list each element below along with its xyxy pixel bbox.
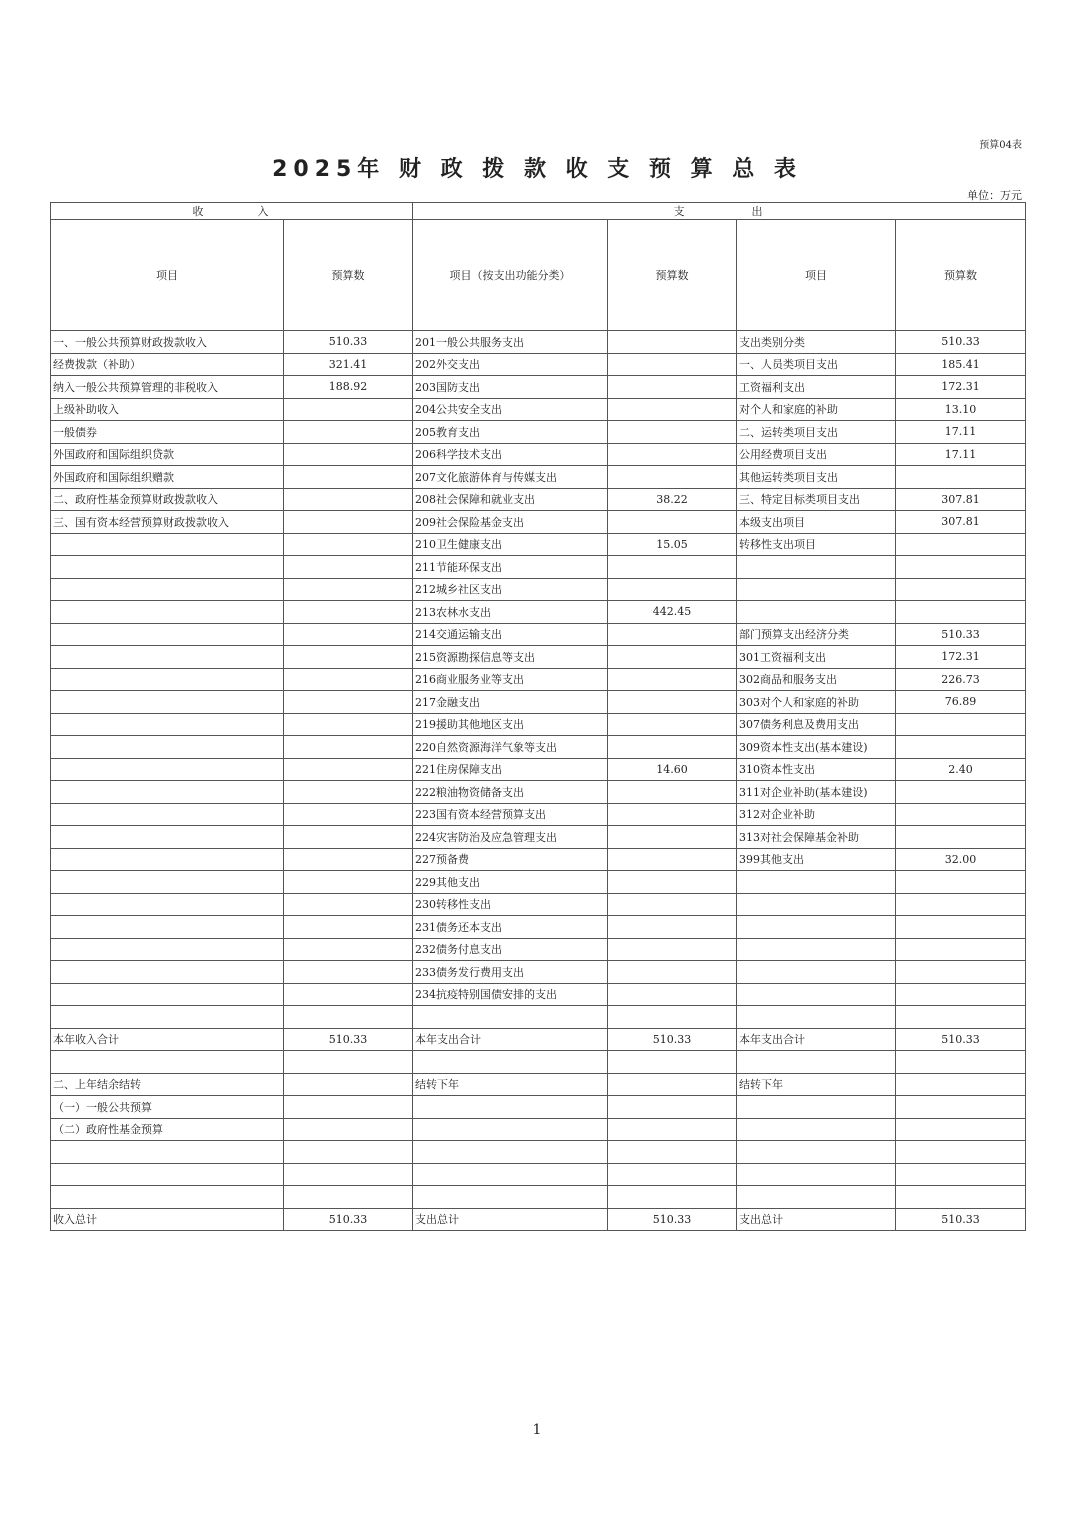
cell-income-amount	[284, 871, 413, 894]
cell-category-item	[737, 1186, 896, 1209]
cell-income-amount	[284, 578, 413, 601]
cell-income-amount	[284, 533, 413, 556]
cell-function-item: 221住房保障支出	[413, 758, 608, 781]
expense-section-header: 支 出	[413, 203, 1026, 220]
cell-income-amount	[284, 758, 413, 781]
cell-income-amount	[284, 1141, 413, 1164]
cell-income-amount: 510.33	[284, 1208, 413, 1231]
cell-function-amount	[608, 826, 737, 849]
table-row	[51, 623, 1026, 646]
table-row	[51, 331, 1026, 354]
cell-income-item: 二、政府性基金预算财政拨款收入	[51, 488, 284, 511]
cell-function-item: 232债务付息支出	[413, 938, 608, 961]
cell-category-item	[737, 938, 896, 961]
form-number: 预算04表	[979, 140, 1022, 151]
cell-function-amount: 510.33	[608, 1208, 737, 1231]
cell-income-amount	[284, 443, 413, 466]
cell-category-amount	[896, 578, 1026, 601]
cell-category-amount: 17.11	[896, 443, 1026, 466]
cell-category-item	[737, 1051, 896, 1074]
cell-category-amount: 307.81	[896, 488, 1026, 511]
cell-income-item: （一）一般公共预算	[51, 1096, 284, 1119]
cell-function-amount	[608, 916, 737, 939]
cell-function-item: 216商业服务业等支出	[413, 668, 608, 691]
section-header-row	[51, 203, 1026, 220]
cell-function-item: 208社会保障和就业支出	[413, 488, 608, 511]
cell-function-item: 205教育支出	[413, 421, 608, 444]
column-header-row	[51, 220, 1026, 331]
cell-category-amount	[896, 781, 1026, 804]
cell-income-amount: 510.33	[284, 1028, 413, 1051]
cell-income-item: 二、上年结余结转	[51, 1073, 284, 1096]
cell-category-amount	[896, 713, 1026, 736]
cell-category-amount: 2.40	[896, 758, 1026, 781]
cell-category-amount	[896, 736, 1026, 759]
table-row	[51, 893, 1026, 916]
table-row	[51, 1028, 1026, 1051]
table-row	[51, 1073, 1026, 1096]
cell-income-item	[51, 1141, 284, 1164]
cell-category-item: 支出类别分类	[737, 331, 896, 354]
cell-income-amount	[284, 1006, 413, 1029]
table-row	[51, 466, 1026, 489]
cell-function-item	[413, 1141, 608, 1164]
cell-income-amount	[284, 1096, 413, 1119]
cell-function-item: 202外交支出	[413, 353, 608, 376]
cell-income-item	[51, 781, 284, 804]
cell-category-amount	[896, 893, 1026, 916]
cell-category-amount: 510.33	[896, 1028, 1026, 1051]
cell-function-amount	[608, 893, 737, 916]
cell-income-amount	[284, 646, 413, 669]
cell-income-item	[51, 668, 284, 691]
table-row	[51, 1163, 1026, 1186]
cell-category-item: 310资本性支出	[737, 758, 896, 781]
cell-function-item: 220自然资源海洋气象等支出	[413, 736, 608, 759]
cell-function-amount	[608, 781, 737, 804]
cell-function-amount	[608, 736, 737, 759]
cell-income-item: 收入总计	[51, 1208, 284, 1231]
cell-function-amount	[608, 646, 737, 669]
cell-function-item: 229其他支出	[413, 871, 608, 894]
cell-income-item	[51, 646, 284, 669]
cell-income-item	[51, 871, 284, 894]
cell-income-item: 上级补助收入	[51, 398, 284, 421]
cell-income-item	[51, 848, 284, 871]
header-function-item: 项目（按支出功能分类）	[413, 220, 608, 331]
table-row	[51, 1096, 1026, 1119]
cell-function-amount	[608, 713, 737, 736]
cell-category-item	[737, 1163, 896, 1186]
cell-function-item: 233债务发行费用支出	[413, 961, 608, 984]
cell-category-amount	[896, 961, 1026, 984]
cell-function-item: 207文化旅游体育与传媒支出	[413, 466, 608, 489]
table-row	[51, 533, 1026, 556]
cell-category-item	[737, 871, 896, 894]
cell-function-amount	[608, 623, 737, 646]
cell-function-item: 230转移性支出	[413, 893, 608, 916]
cell-function-item: 212城乡社区支出	[413, 578, 608, 601]
cell-category-item: 313对社会保障基金补助	[737, 826, 896, 849]
cell-income-amount: 510.33	[284, 331, 413, 354]
cell-function-item	[413, 1096, 608, 1119]
cell-income-item: 经费拨款（补助）	[51, 353, 284, 376]
cell-income-amount	[284, 466, 413, 489]
cell-category-item	[737, 556, 896, 579]
cell-income-amount	[284, 781, 413, 804]
cell-function-item: 支出总计	[413, 1208, 608, 1231]
cell-income-amount	[284, 803, 413, 826]
cell-function-item: 209社会保险基金支出	[413, 511, 608, 534]
cell-income-item	[51, 533, 284, 556]
cell-function-amount: 15.05	[608, 533, 737, 556]
cell-category-amount: 307.81	[896, 511, 1026, 534]
cell-function-item: 结转下年	[413, 1073, 608, 1096]
cell-function-amount	[608, 848, 737, 871]
cell-function-amount	[608, 871, 737, 894]
cell-category-amount	[896, 938, 1026, 961]
cell-income-item	[51, 803, 284, 826]
cell-category-item: 工资福利支出	[737, 376, 896, 399]
table-row	[51, 556, 1026, 579]
table-row	[51, 601, 1026, 624]
cell-category-item: 其他运转类项目支出	[737, 466, 896, 489]
cell-income-amount: 321.41	[284, 353, 413, 376]
cell-income-amount	[284, 421, 413, 444]
header-category-amount: 预算数	[896, 220, 1026, 331]
cell-function-item: 217金融支出	[413, 691, 608, 714]
cell-category-item: 303对个人和家庭的补助	[737, 691, 896, 714]
cell-income-item	[51, 916, 284, 939]
cell-category-item: 对个人和家庭的补助	[737, 398, 896, 421]
cell-category-amount	[896, 983, 1026, 1006]
cell-income-amount	[284, 713, 413, 736]
cell-category-amount: 510.33	[896, 331, 1026, 354]
cell-income-item	[51, 691, 284, 714]
table-row	[51, 1006, 1026, 1029]
cell-category-item	[737, 961, 896, 984]
cell-category-item: 301工资福利支出	[737, 646, 896, 669]
cell-function-item: 213农林水支出	[413, 601, 608, 624]
table-row	[51, 961, 1026, 984]
table-row	[51, 1141, 1026, 1164]
cell-income-amount	[284, 848, 413, 871]
cell-function-item: 211节能环保支出	[413, 556, 608, 579]
cell-income-amount	[284, 1163, 413, 1186]
cell-category-item	[737, 893, 896, 916]
cell-category-amount	[896, 1186, 1026, 1209]
table-row	[51, 713, 1026, 736]
cell-income-item	[51, 1186, 284, 1209]
cell-income-item	[51, 601, 284, 624]
cell-function-amount: 442.45	[608, 601, 737, 624]
cell-function-item: 234抗疫特别国债安排的支出	[413, 983, 608, 1006]
cell-income-amount	[284, 1051, 413, 1074]
cell-function-item: 204公共安全支出	[413, 398, 608, 421]
cell-category-item	[737, 1118, 896, 1141]
page-title: 2025年 财 政 拨 款 收 支 预 算 总 表	[272, 157, 802, 182]
cell-income-amount	[284, 1186, 413, 1209]
cell-income-item: 纳入一般公共预算管理的非税收入	[51, 376, 284, 399]
cell-function-item: 206科学技术支出	[413, 443, 608, 466]
cell-category-amount	[896, 871, 1026, 894]
cell-function-amount	[608, 556, 737, 579]
cell-function-amount	[608, 398, 737, 421]
cell-income-amount	[284, 961, 413, 984]
cell-category-item: 307债务利息及费用支出	[737, 713, 896, 736]
cell-category-item: 转移性支出项目	[737, 533, 896, 556]
cell-category-amount: 13.10	[896, 398, 1026, 421]
table-row	[51, 871, 1026, 894]
cell-function-item: 215资源勘探信息等支出	[413, 646, 608, 669]
cell-function-amount: 38.22	[608, 488, 737, 511]
cell-income-amount	[284, 601, 413, 624]
cell-income-item	[51, 893, 284, 916]
cell-income-amount	[284, 691, 413, 714]
cell-category-item: 399其他支出	[737, 848, 896, 871]
cell-category-amount	[896, 533, 1026, 556]
cell-category-amount	[896, 601, 1026, 624]
cell-income-amount	[284, 488, 413, 511]
cell-category-amount	[896, 466, 1026, 489]
cell-income-item	[51, 826, 284, 849]
cell-category-amount	[896, 1096, 1026, 1119]
cell-income-item	[51, 713, 284, 736]
cell-category-amount	[896, 803, 1026, 826]
cell-income-item: 本年收入合计	[51, 1028, 284, 1051]
table-row	[51, 398, 1026, 421]
cell-function-amount	[608, 443, 737, 466]
cell-income-amount	[284, 1073, 413, 1096]
cell-income-item	[51, 1006, 284, 1029]
cell-category-amount	[896, 916, 1026, 939]
cell-income-amount	[284, 668, 413, 691]
cell-category-item	[737, 983, 896, 1006]
cell-category-amount: 185.41	[896, 353, 1026, 376]
cell-category-amount: 172.31	[896, 646, 1026, 669]
cell-function-amount	[608, 466, 737, 489]
cell-income-amount	[284, 983, 413, 1006]
cell-income-item	[51, 983, 284, 1006]
cell-category-amount: 32.00	[896, 848, 1026, 871]
income-section-header: 收 入	[51, 203, 413, 220]
cell-category-item: 312对企业补助	[737, 803, 896, 826]
table-row	[51, 353, 1026, 376]
cell-function-item	[413, 1186, 608, 1209]
cell-category-item	[737, 1141, 896, 1164]
table-row	[51, 1051, 1026, 1074]
cell-category-amount: 76.89	[896, 691, 1026, 714]
cell-category-item: 支出总计	[737, 1208, 896, 1231]
cell-function-amount	[608, 331, 737, 354]
cell-function-item	[413, 1051, 608, 1074]
cell-function-item: 223国有资本经营预算支出	[413, 803, 608, 826]
cell-income-amount	[284, 826, 413, 849]
cell-function-amount	[608, 1118, 737, 1141]
cell-category-item	[737, 1096, 896, 1119]
table-body	[51, 331, 1026, 1231]
cell-function-amount	[608, 691, 737, 714]
cell-function-item	[413, 1163, 608, 1186]
cell-income-item	[51, 961, 284, 984]
cell-function-amount	[608, 353, 737, 376]
page-number: 1	[532, 1422, 542, 1438]
cell-category-item: 部门预算支出经济分类	[737, 623, 896, 646]
cell-income-item: 外国政府和国际组织贷款	[51, 443, 284, 466]
table-row	[51, 983, 1026, 1006]
cell-category-item	[737, 578, 896, 601]
cell-function-item: 203国防支出	[413, 376, 608, 399]
cell-function-amount	[608, 1006, 737, 1029]
cell-category-item: 本年支出合计	[737, 1028, 896, 1051]
budget-table	[50, 202, 1026, 1231]
cell-category-item: 311对企业补助(基本建设)	[737, 781, 896, 804]
cell-category-amount	[896, 1118, 1026, 1141]
cell-income-item: （二）政府性基金预算	[51, 1118, 284, 1141]
cell-function-amount	[608, 1051, 737, 1074]
table-row	[51, 578, 1026, 601]
cell-income-item	[51, 758, 284, 781]
table-row	[51, 938, 1026, 961]
cell-income-item: 三、国有资本经营预算财政拨款收入	[51, 511, 284, 534]
cell-function-item: 本年支出合计	[413, 1028, 608, 1051]
header-category-item: 项目	[737, 220, 896, 331]
cell-income-amount	[284, 623, 413, 646]
cell-category-item	[737, 601, 896, 624]
cell-category-amount: 17.11	[896, 421, 1026, 444]
table-row	[51, 803, 1026, 826]
table-row	[51, 848, 1026, 871]
cell-function-amount	[608, 1186, 737, 1209]
table-row	[51, 1208, 1026, 1231]
cell-category-item: 本级支出项目	[737, 511, 896, 534]
cell-category-amount: 510.33	[896, 623, 1026, 646]
cell-category-item	[737, 916, 896, 939]
table-row	[51, 443, 1026, 466]
unit-label: 单位：万元	[967, 189, 1022, 202]
cell-category-amount: 510.33	[896, 1208, 1026, 1231]
cell-function-item: 224灾害防治及应急管理支出	[413, 826, 608, 849]
cell-category-amount: 172.31	[896, 376, 1026, 399]
table-row	[51, 758, 1026, 781]
cell-function-amount	[608, 983, 737, 1006]
table-row	[51, 691, 1026, 714]
cell-category-item: 302商品和服务支出	[737, 668, 896, 691]
cell-category-item: 结转下年	[737, 1073, 896, 1096]
table-row	[51, 736, 1026, 759]
cell-function-amount	[608, 1073, 737, 1096]
cell-function-item	[413, 1006, 608, 1029]
cell-function-amount	[608, 803, 737, 826]
cell-income-item: 外国政府和国际组织赠款	[51, 466, 284, 489]
table-row	[51, 1118, 1026, 1141]
cell-category-item: 公用经费项目支出	[737, 443, 896, 466]
cell-category-amount	[896, 1141, 1026, 1164]
cell-category-item	[737, 1006, 896, 1029]
cell-function-amount	[608, 938, 737, 961]
cell-category-amount	[896, 1073, 1026, 1096]
cell-function-amount	[608, 511, 737, 534]
cell-income-item	[51, 736, 284, 759]
cell-category-amount: 226.73	[896, 668, 1026, 691]
cell-income-amount	[284, 893, 413, 916]
cell-function-amount	[608, 1163, 737, 1186]
cell-function-amount	[608, 1096, 737, 1119]
table-row	[51, 916, 1026, 939]
cell-income-amount	[284, 511, 413, 534]
cell-income-item	[51, 623, 284, 646]
cell-income-amount	[284, 1118, 413, 1141]
cell-category-amount	[896, 826, 1026, 849]
cell-function-amount: 510.33	[608, 1028, 737, 1051]
cell-income-item	[51, 938, 284, 961]
cell-function-item: 219援助其他地区支出	[413, 713, 608, 736]
cell-function-item: 201一般公共服务支出	[413, 331, 608, 354]
cell-function-item: 222粮油物资储备支出	[413, 781, 608, 804]
cell-category-amount	[896, 1163, 1026, 1186]
cell-function-amount	[608, 1141, 737, 1164]
cell-income-amount	[284, 556, 413, 579]
cell-category-item: 一、人员类项目支出	[737, 353, 896, 376]
cell-function-amount	[608, 668, 737, 691]
cell-category-amount	[896, 1006, 1026, 1029]
cell-category-item: 309资本性支出(基本建设)	[737, 736, 896, 759]
cell-function-amount	[608, 961, 737, 984]
cell-function-amount	[608, 376, 737, 399]
table-row	[51, 511, 1026, 534]
cell-income-item	[51, 1051, 284, 1074]
cell-function-amount	[608, 578, 737, 601]
header-income-amount: 预算数	[284, 220, 413, 331]
cell-income-amount	[284, 938, 413, 961]
table-row	[51, 421, 1026, 444]
cell-function-amount: 14.60	[608, 758, 737, 781]
cell-income-amount	[284, 736, 413, 759]
table-row	[51, 781, 1026, 804]
cell-income-item	[51, 556, 284, 579]
cell-income-item	[51, 578, 284, 601]
cell-income-item: 一、一般公共预算财政拨款收入	[51, 331, 284, 354]
cell-function-item: 231债务还本支出	[413, 916, 608, 939]
cell-function-item: 214交通运输支出	[413, 623, 608, 646]
cell-income-item	[51, 1163, 284, 1186]
table-row	[51, 376, 1026, 399]
cell-function-item: 227预备费	[413, 848, 608, 871]
cell-category-item: 二、运转类项目支出	[737, 421, 896, 444]
cell-income-item: 一般债券	[51, 421, 284, 444]
cell-income-amount	[284, 916, 413, 939]
table-row	[51, 488, 1026, 511]
cell-category-item: 三、特定目标类项目支出	[737, 488, 896, 511]
table-row	[51, 646, 1026, 669]
cell-category-amount	[896, 556, 1026, 579]
cell-function-amount	[608, 421, 737, 444]
table-row	[51, 1186, 1026, 1209]
cell-income-amount	[284, 398, 413, 421]
cell-income-amount: 188.92	[284, 376, 413, 399]
cell-function-item	[413, 1118, 608, 1141]
cell-function-item: 210卫生健康支出	[413, 533, 608, 556]
table-row	[51, 826, 1026, 849]
table-row	[51, 668, 1026, 691]
header-function-amount: 预算数	[608, 220, 737, 331]
cell-category-amount	[896, 1051, 1026, 1074]
header-income-item: 项目	[51, 220, 284, 331]
